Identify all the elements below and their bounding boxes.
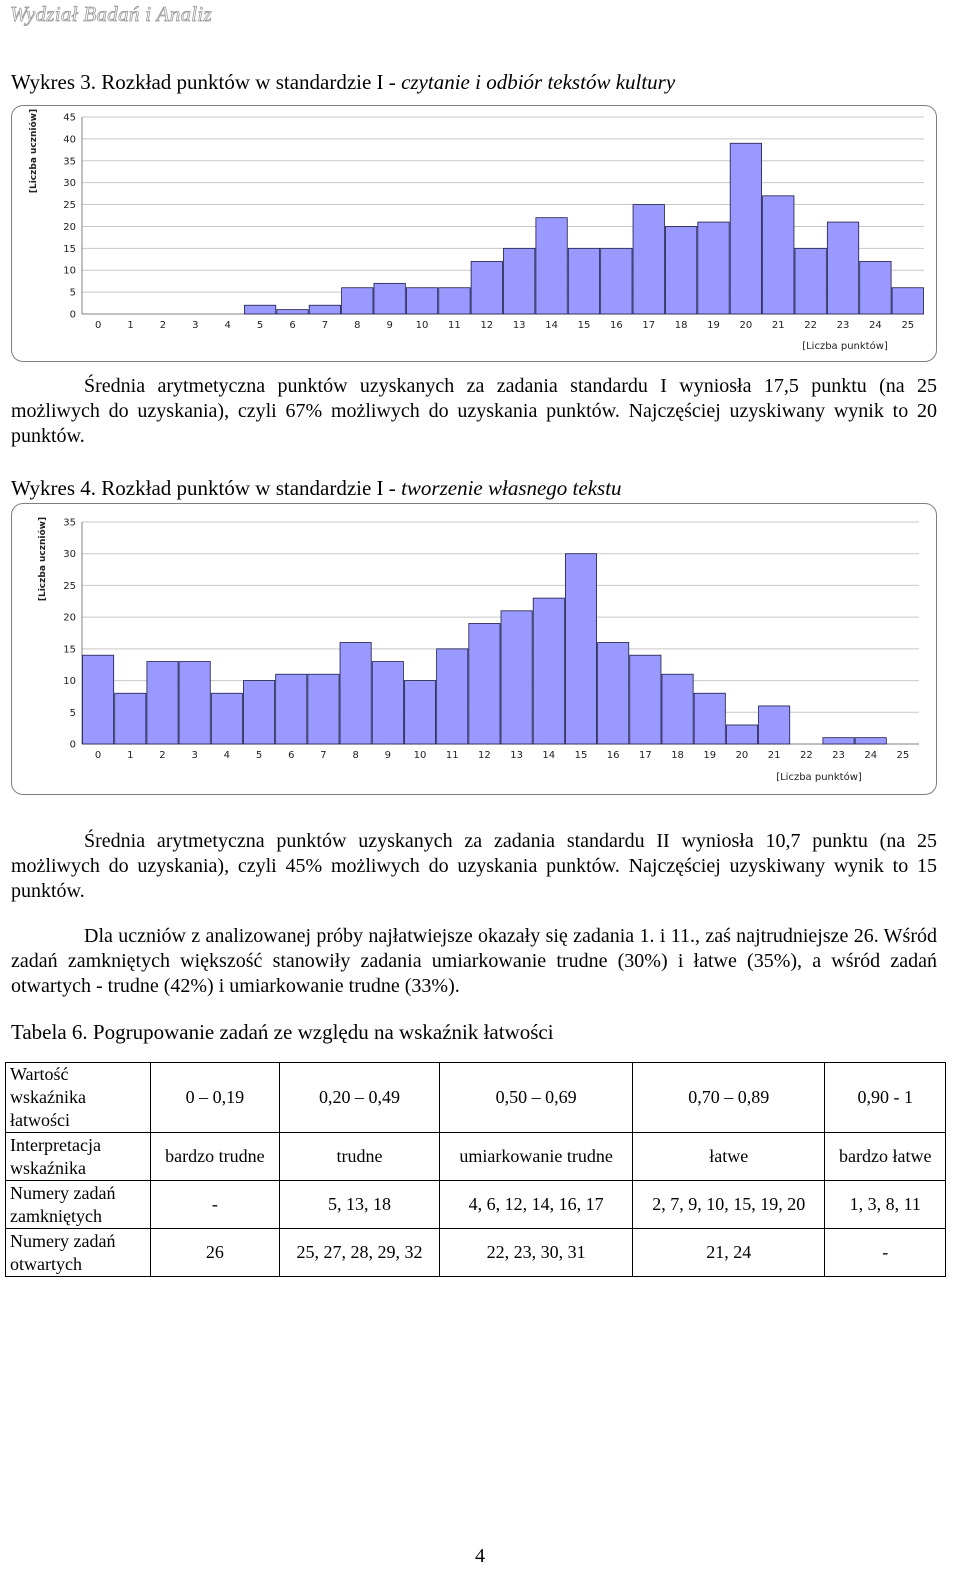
y-tick-label: 35: [63, 517, 76, 529]
x-tick-label: 9: [386, 320, 393, 331]
table-cell: 22, 23, 30, 31: [440, 1229, 633, 1277]
chart-bar: [374, 283, 405, 314]
y-tick-label: 20: [63, 221, 76, 233]
chart-bar: [147, 662, 178, 744]
table-cell: 0 – 0,19: [151, 1063, 280, 1133]
chart-bar: [533, 598, 564, 744]
chart1-caption-prefix: Wykres 3. Rozkład punktów w standardzie I -: [11, 70, 402, 94]
chart-bar: [504, 248, 535, 314]
x-tick-label: 11: [445, 750, 459, 761]
x-tick-label: 15: [577, 320, 591, 331]
y-tick-label: 30: [63, 549, 76, 561]
table-row-label: Interpretacja wskaźnika: [6, 1133, 151, 1181]
chart-bar: [730, 143, 761, 314]
chart-bar: [630, 655, 661, 744]
y-tick-label: 0: [69, 309, 76, 321]
x-axis-label: [Liczba punktów]: [802, 341, 888, 352]
x-tick-label: 7: [320, 750, 327, 761]
paragraph-difficulty: [11, 924, 937, 999]
chart1-plot: [12, 106, 936, 361]
table-cell: 1, 3, 8, 11: [825, 1181, 946, 1229]
x-tick-label: 20: [735, 750, 749, 761]
x-tick-label: 12: [480, 320, 494, 331]
table-row-label: Numery zadań otwartych: [6, 1229, 151, 1277]
chart-bar: [860, 261, 891, 314]
chart-bar: [277, 310, 308, 314]
x-tick-label: 19: [703, 750, 717, 761]
x-tick-label: 25: [896, 750, 910, 761]
x-tick-label: 10: [413, 750, 427, 761]
chart-bar: [662, 674, 693, 744]
chart-bar: [469, 623, 500, 744]
y-tick-label: 15: [63, 644, 76, 656]
paragraph-standard-2: [11, 829, 937, 904]
x-tick-label: 14: [542, 750, 556, 761]
x-tick-label: 1: [127, 750, 134, 761]
x-tick-label: 6: [289, 320, 296, 331]
x-tick-label: 22: [804, 320, 818, 331]
x-tick-label: 7: [321, 320, 329, 331]
table-row: [6, 1063, 946, 1133]
chart-bar: [372, 662, 403, 744]
paragraph-difficulty-text: Dla uczniów z analizowanej próby najłatwiejsze okazały się zadania 1. i 11., zaś najtrudniejsze 26. Wśród zadań zamkniętych większość stanowiły zadania umiarkowanie trudne (30%) i łatwe (35%), a wśród zadań otwartych - trudne (42%) i umiarkowanie trudne (33%).: [11, 925, 937, 997]
x-tick-label: 4: [223, 750, 231, 761]
x-tick-label: 22: [799, 750, 813, 761]
x-tick-label: 6: [288, 750, 295, 761]
x-tick-label: 0: [94, 750, 102, 761]
x-tick-label: 2: [159, 750, 166, 761]
page-header: Wydział Badań i Analiz: [10, 2, 213, 26]
x-tick-label: 13: [512, 320, 526, 331]
y-tick-label: 40: [63, 134, 76, 146]
chart-bar: [342, 288, 373, 314]
table-row: [6, 1181, 946, 1229]
table-cell: 21, 24: [633, 1229, 825, 1277]
x-tick-label: 20: [739, 320, 753, 331]
chart-bar: [568, 248, 599, 314]
y-tick-label: 25: [63, 580, 76, 592]
chart-bar: [439, 288, 470, 314]
x-tick-label: 25: [901, 320, 915, 331]
paragraph-standard-1-text: Średnia arytmetyczna punktów uzyskanych za zadania standardu I wyniosła 17,5 punktu (na 25 możliwych do uzyskania), czyli 67% możliwych do uzyskania punktów. Najczęściej uzyskiwany wynik to 20 punktów.: [11, 375, 937, 447]
x-tick-label: 21: [771, 320, 785, 331]
x-tick-label: 13: [510, 750, 523, 761]
chart-bar: [309, 305, 340, 314]
table-cell: 26: [151, 1229, 280, 1277]
x-tick-label: 16: [606, 750, 620, 761]
chart1-caption: [11, 70, 675, 95]
y-tick-label: 45: [63, 112, 76, 124]
table-cell: bardzo łatwe: [825, 1133, 946, 1181]
x-tick-label: 3: [192, 320, 199, 331]
table-cell: umiarkowanie trudne: [440, 1133, 633, 1181]
x-tick-label: 8: [352, 750, 359, 761]
table-cell: 4, 6, 12, 14, 16, 17: [440, 1181, 633, 1229]
x-tick-label: 21: [767, 750, 781, 761]
x-tick-label: 24: [869, 320, 882, 331]
chart-bar: [536, 218, 567, 314]
chart-bar: [501, 611, 532, 744]
x-tick-label: 24: [864, 750, 878, 761]
difficulty-table: [5, 1062, 946, 1277]
table-row: [6, 1229, 946, 1277]
x-tick-label: 4: [224, 320, 231, 331]
x-axis-label: [Liczba punktów]: [776, 772, 862, 783]
y-tick-label: 30: [63, 178, 76, 190]
chart-bar: [601, 248, 632, 314]
paragraph-standard-2-text: Średnia arytmetyczna punktów uzyskanych za zadania standardu II wyniosła 10,7 punktu (na 25 możliwych do uzyskania), czyli 45% możliwych do uzyskania punktów. Najczęściej uzyskiwany wynik to 15 punktów.: [11, 830, 937, 902]
page-number: 4: [475, 1545, 485, 1567]
table-caption: Tabela 6. Pogrupowanie zadań ze względu na wskaźnik łatwości: [11, 1020, 554, 1044]
table-cell: -: [825, 1229, 946, 1277]
chart-bar: [308, 674, 339, 744]
x-tick-label: 18: [674, 320, 688, 331]
x-tick-label: 8: [354, 320, 361, 331]
x-tick-label: 23: [832, 750, 845, 761]
chart2-caption-prefix: Wykres 4. Rozkład punktów w standardzie I -: [11, 476, 402, 500]
x-tick-label: 16: [609, 320, 623, 331]
chart2-plot: [12, 504, 936, 794]
x-tick-label: 1: [127, 320, 134, 331]
table-cell: 0,70 – 0,89: [633, 1063, 825, 1133]
x-tick-label: 0: [95, 320, 102, 331]
table-cell: łatwe: [633, 1133, 825, 1181]
chart-bar: [763, 196, 794, 314]
chart-bar: [115, 693, 146, 744]
x-tick-label: 3: [191, 750, 198, 761]
x-tick-label: 11: [448, 320, 461, 331]
y-tick-label: 10: [63, 265, 76, 277]
chart-bar: [694, 693, 725, 744]
y-axis-label: [Liczba uczniów]: [29, 108, 39, 194]
x-tick-label: 19: [707, 320, 720, 331]
y-tick-label: 5: [69, 707, 76, 719]
x-tick-label: 5: [255, 750, 263, 761]
y-tick-label: 5: [69, 287, 76, 299]
y-tick-label: 20: [63, 612, 76, 624]
x-tick-label: 9: [384, 750, 392, 761]
x-tick-label: 14: [545, 320, 558, 331]
chart-bar: [823, 738, 854, 744]
chart-bar: [437, 649, 468, 744]
chart-bar: [759, 706, 790, 744]
y-tick-label: 35: [63, 156, 76, 168]
x-tick-label: 17: [642, 320, 656, 331]
chart-bar: [406, 288, 437, 314]
chart-bar: [698, 222, 729, 314]
table-cell: bardzo trudne: [151, 1133, 280, 1181]
table-cell: 0,50 – 0,69: [440, 1063, 633, 1133]
chart-bar: [633, 205, 664, 314]
chart-bar: [598, 643, 629, 744]
chart-bar: [83, 655, 114, 744]
chart-bar: [795, 248, 826, 314]
chart-bar: [211, 693, 242, 744]
x-tick-label: 12: [478, 750, 491, 761]
table-cell: trudne: [279, 1133, 439, 1181]
y-axis-label: [Liczba uczniów]: [38, 516, 48, 602]
y-tick-label: 0: [69, 739, 76, 751]
chart1-frame: [11, 105, 937, 362]
table-cell: -: [151, 1181, 280, 1229]
y-tick-label: 25: [63, 200, 76, 212]
table-cell: 0,20 – 0,49: [279, 1063, 439, 1133]
y-tick-label: 10: [63, 676, 76, 688]
table-cell: 25, 27, 28, 29, 32: [279, 1229, 439, 1277]
chart2-frame: [11, 503, 937, 795]
chart-bar: [726, 725, 757, 744]
paragraph-standard-1: [11, 374, 937, 449]
chart-bar: [340, 643, 371, 744]
x-tick-label: 15: [574, 750, 588, 761]
x-tick-label: 17: [638, 750, 652, 761]
chart-bar: [855, 738, 886, 744]
chart-bar: [565, 554, 596, 744]
chart-bar: [243, 681, 274, 744]
x-tick-label: 23: [836, 320, 850, 331]
chart-bar: [276, 674, 307, 744]
table-row-label: Numery zadań zamkniętych: [6, 1181, 151, 1229]
table-cell: 2, 7, 9, 10, 15, 19, 20: [633, 1181, 825, 1229]
table-row: [6, 1133, 946, 1181]
x-tick-label: 2: [159, 320, 167, 331]
table-cell: 0,90 - 1: [825, 1063, 946, 1133]
x-tick-label: 5: [256, 320, 264, 331]
chart-bar: [471, 261, 502, 314]
table-cell: 5, 13, 18: [279, 1181, 439, 1229]
chart-bar: [244, 305, 275, 314]
x-tick-label: 18: [671, 750, 684, 761]
chart2-caption: [11, 476, 622, 501]
chart-bar: [892, 288, 923, 314]
chart-bar: [827, 222, 858, 314]
chart-bar: [179, 662, 210, 744]
chart-bar: [665, 226, 696, 314]
x-tick-label: 10: [415, 320, 429, 331]
chart-bar: [404, 681, 435, 744]
chart2-caption-italic: tworzenie własnego tekstu: [401, 476, 622, 500]
table-row-label: Wartość wskaźnika łatwości: [6, 1063, 151, 1133]
y-tick-label: 15: [63, 243, 76, 255]
chart1-caption-italic: czytanie i odbiór tekstów kultury: [401, 70, 676, 94]
